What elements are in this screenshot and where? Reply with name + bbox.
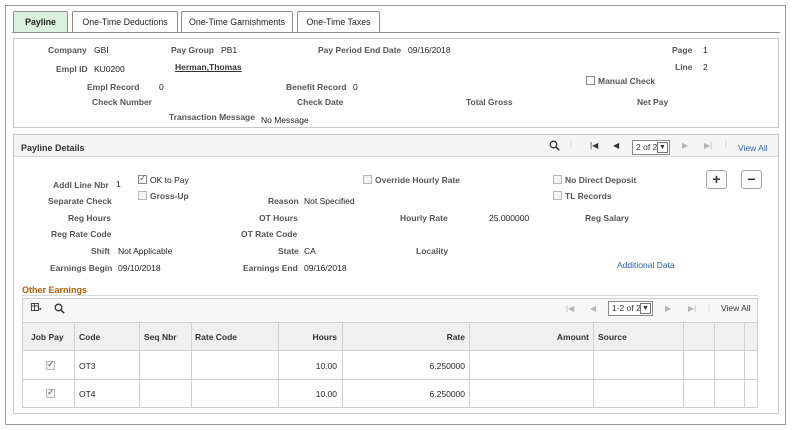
- table-row-divider: [23, 379, 757, 380]
- table-header: [23, 322, 757, 351]
- reg-hours-label: Reg Hours: [68, 213, 111, 223]
- state-label: State: [278, 246, 299, 256]
- grid-counter-select[interactable]: [608, 301, 653, 316]
- no-direct-deposit-checkbox[interactable]: [553, 175, 562, 184]
- table-col-divider: [683, 322, 684, 408]
- row-counter-value: 2 of 2: [636, 142, 658, 152]
- manual-check-checkbox[interactable]: [586, 76, 595, 85]
- check-date-label: Check Date: [297, 97, 344, 107]
- no-direct-deposit-label: No Direct Deposit: [565, 175, 637, 185]
- add-row-button[interactable]: +: [706, 170, 727, 189]
- tab-underline: [12, 32, 780, 33]
- empl-record-value: 0: [159, 82, 164, 92]
- employee-name: Herman,Thomas: [175, 62, 242, 72]
- other-earnings-title: Other Earnings: [22, 285, 88, 295]
- paygroup-label: Pay Group: [171, 45, 214, 55]
- table-col-divider: [191, 322, 192, 408]
- empl-record-label: Empl Record: [87, 82, 140, 92]
- ot-rate-code-label: OT Rate Code: [241, 229, 298, 239]
- check-number-label: Check Number: [92, 97, 152, 107]
- reason-value: Not Specified: [304, 196, 355, 206]
- line-label: Line: [675, 62, 693, 72]
- benefit-record-value: 0: [353, 82, 358, 92]
- grid-chevron-down-icon: ▼: [640, 303, 651, 314]
- additional-data-link[interactable]: Additional Data: [617, 260, 675, 270]
- hourly-rate-value: 25.000000: [489, 213, 530, 223]
- view-all-link[interactable]: View All: [738, 143, 768, 153]
- paygroup-value: PB1: [221, 45, 238, 55]
- table-col-divider: [139, 322, 140, 408]
- period-end-value: 09/16/2018: [408, 45, 451, 55]
- table-col-divider: [469, 322, 470, 408]
- earnings-end-label: Earnings End: [243, 263, 298, 273]
- last-page-icon[interactable]: ▶|: [704, 141, 713, 150]
- payline-details-title: Payline Details: [21, 143, 85, 153]
- col-code: Code: [79, 332, 101, 342]
- tab-payline[interactable]: Payline: [13, 11, 68, 33]
- reg-salary-label: Reg Salary: [585, 213, 629, 223]
- company-label: Company: [48, 45, 87, 55]
- toolbar-separator: |: [570, 139, 573, 149]
- period-end-label: Pay Period End Date: [318, 45, 402, 55]
- grid-first-page-icon[interactable]: |◀: [566, 304, 575, 313]
- line-value: 2: [703, 62, 708, 72]
- tab-one-time-taxes[interactable]: One-Time Taxes: [297, 11, 380, 33]
- tab-one-time-garnishments[interactable]: One-Time Garnishments: [181, 11, 293, 33]
- row-counter-select[interactable]: [632, 140, 670, 155]
- benefit-record-label: Benefit Record: [286, 82, 347, 92]
- page-label: Page: [672, 45, 693, 55]
- table-col-divider: [74, 322, 75, 408]
- page-value: 1: [703, 45, 708, 55]
- table-col-divider: [714, 322, 715, 408]
- grid-next-page-icon[interactable]: ▶: [665, 304, 672, 313]
- company-value: GBI: [94, 45, 109, 55]
- grid-toolbar-separator: |: [708, 302, 711, 312]
- prev-page-icon[interactable]: ◀: [613, 141, 620, 150]
- grid-view-all-link[interactable]: View All: [721, 303, 751, 313]
- net-pay-label: Net Pay: [637, 97, 669, 107]
- tl-records-checkbox[interactable]: [553, 191, 562, 200]
- state-value: CA: [304, 246, 316, 256]
- tab-one-time-deductions[interactable]: One-Time Deductions: [72, 11, 178, 33]
- override-hourly-checkbox[interactable]: [363, 175, 372, 184]
- reg-rate-code-label: Reg Rate Code: [51, 229, 112, 239]
- ok-to-pay-checkbox[interactable]: [138, 175, 147, 184]
- grid-last-page-icon[interactable]: ▶|: [688, 304, 697, 313]
- first-page-icon[interactable]: |◀: [590, 141, 599, 150]
- gross-up-label: Gross-Up: [150, 191, 189, 201]
- job-pay-checkbox[interactable]: [46, 389, 55, 398]
- separate-check-label: Separate Check: [48, 196, 112, 206]
- tl-records-label: TL Records: [565, 191, 612, 201]
- locality-label: Locality: [416, 246, 449, 256]
- addl-line-label: Addl Line Nbr: [53, 180, 109, 190]
- emplid-value: KU0200: [94, 64, 125, 74]
- grid-search-icon[interactable]: [54, 303, 65, 316]
- shift-label: Shift: [91, 246, 110, 256]
- table-col-divider: [593, 322, 594, 408]
- transaction-message-value: No Message: [261, 115, 309, 125]
- manual-check-label: Manual Check: [598, 76, 656, 86]
- earnings-begin-value: 09/10/2018: [118, 263, 161, 273]
- search-icon[interactable]: [549, 140, 560, 153]
- transaction-message-label: Transaction Message: [169, 112, 255, 122]
- grid-prev-page-icon[interactable]: ◀: [590, 304, 597, 313]
- col-seq-nbr: Seq Nbr: [144, 332, 177, 342]
- toolbar-separator-2: |: [725, 139, 728, 149]
- next-page-icon[interactable]: ▶: [682, 141, 689, 150]
- col-job-pay: Job Pay: [31, 332, 64, 342]
- ot-hours-label: OT Hours: [259, 213, 298, 223]
- total-gross-label: Total Gross: [466, 97, 513, 107]
- earnings-end-value: 09/16/2018: [304, 263, 347, 273]
- addl-line-value: 1: [116, 179, 121, 189]
- table-col-divider: [278, 322, 279, 408]
- gross-up-checkbox[interactable]: [138, 191, 147, 200]
- cell-code: OT4: [79, 389, 96, 399]
- shift-value: Not Applicable: [118, 246, 173, 256]
- table-col-divider: [744, 322, 745, 408]
- earnings-begin-label: Earnings Begin: [50, 263, 113, 273]
- reason-label: Reason: [268, 196, 299, 206]
- chevron-down-icon: ▼: [657, 142, 668, 153]
- col-rate-code: Rate Code: [195, 332, 238, 342]
- emplid-label: Empl ID: [56, 64, 88, 74]
- grid-personalize-icon[interactable]: [31, 303, 42, 315]
- override-hourly-label: Override Hourly Rate: [375, 175, 461, 185]
- remove-row-button[interactable]: −: [741, 170, 762, 189]
- cell-code: OT3: [79, 361, 96, 371]
- grid-counter-value: 1-2 of 2: [612, 303, 641, 313]
- job-pay-checkbox[interactable]: [46, 361, 55, 370]
- other-earnings-divider: [22, 295, 758, 296]
- ok-to-pay-label: OK to Pay: [150, 175, 189, 185]
- hourly-rate-label: Hourly Rate: [400, 213, 448, 223]
- table-col-divider: [342, 322, 343, 408]
- col-source: Source: [598, 332, 627, 342]
